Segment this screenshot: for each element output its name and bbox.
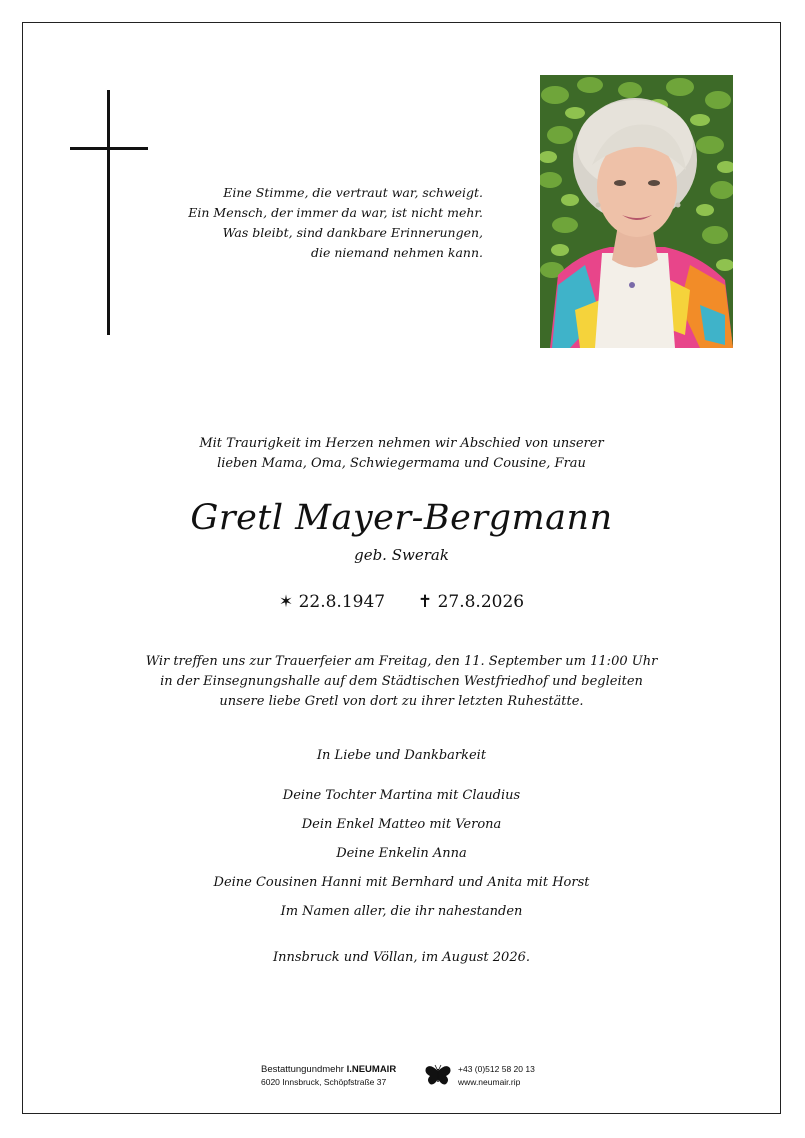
funeral-home-footer (258, 1063, 558, 1091)
portrait-photo (540, 75, 733, 348)
verse-line: Was bleibt, sind dankbare Erinnerungen, (222, 225, 483, 240)
deceased-name: Gretl Mayer-Bergmann (190, 498, 613, 538)
brand-light: Bestattungundmehr (261, 1064, 344, 1075)
ceremony-line: Wir treffen uns zur Trauerfeier am Freitag, den 11. September um 11:00 Uhr (145, 654, 658, 669)
intro-line: lieben Mama, Oma, Schwiegermama und Cousine, Frau (217, 456, 586, 471)
brand-bold: I.NEUMAIR (346, 1064, 397, 1075)
ceremony-text (40, 652, 763, 712)
birth-date: 22.8.1947 (298, 592, 386, 612)
funeral-home-phone: +43 (0)512 58 20 13 (458, 1064, 535, 1074)
mourner-line: Im Namen aller, die ihr nahestanden (280, 904, 523, 919)
death-date: 27.8.2026 (437, 592, 525, 612)
mourner-line: Dein Enkel Matteo mit Verona (301, 817, 502, 832)
ceremony-line: unsere liebe Gretl von dort zu ihrer letzten Ruhestätte. (219, 694, 584, 709)
mourners-list (40, 786, 763, 931)
ceremony-line: in der Einsegnungshalle auf dem Städtischen Westfriedhof und begleiten (160, 674, 643, 689)
intro-line: Mit Traurigkeit im Herzen nehmen wir Abschied von unserer (199, 436, 604, 451)
verse-line: Eine Stimme, die vertraut war, schweigt. (223, 185, 483, 200)
signoff: In Liebe und Dankbarkeit (316, 748, 487, 763)
life-dates (40, 590, 763, 614)
funeral-home-address: 6020 Innsbruck, Schöpfstraße 37 (261, 1077, 387, 1087)
mourner-line: Deine Tochter Martina mit Claudius (282, 788, 521, 803)
butterfly-icon (424, 1063, 452, 1089)
verse-line: die niemand nehmen kann. (310, 245, 483, 260)
verse-line: Ein Mensch, der immer da war, ist nicht mehr. (188, 205, 483, 220)
cross-icon (70, 90, 150, 335)
maiden-name: geb. Swerak (354, 546, 449, 564)
funeral-home-brand (261, 1063, 396, 1076)
funeral-home-website[interactable]: www.neumair.rip (458, 1077, 521, 1087)
intro-text (40, 434, 763, 474)
footer-right (458, 1063, 535, 1089)
birth-star-icon: ✶ (278, 592, 294, 612)
mourner-line: Deine Enkelin Anna (336, 846, 467, 861)
mourner-line: Deine Cousinen Hanni mit Bernhard und Anita mit Horst (213, 875, 590, 890)
verse (150, 183, 483, 263)
place-date: Innsbruck und Völlan, im August 2026. (273, 950, 530, 965)
footer-left (261, 1063, 396, 1089)
death-cross-icon: ✝ (417, 592, 433, 612)
